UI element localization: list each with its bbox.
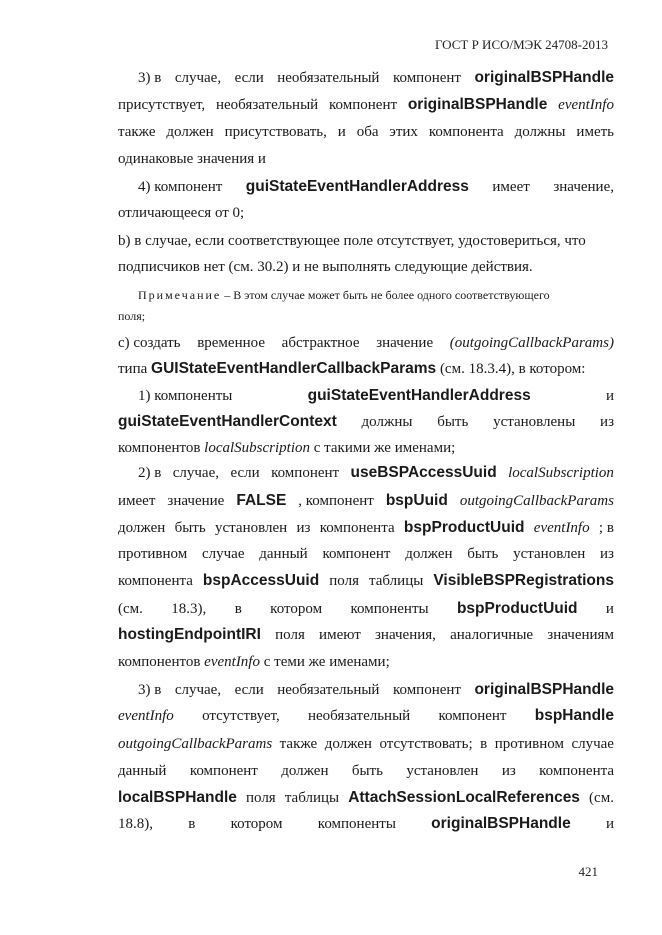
text-span: в (480, 736, 488, 752)
text-span: таблицы (369, 573, 424, 589)
component-name: bspProductUuid (456, 600, 578, 617)
variable-name: (outgoingCallbackParams) (449, 335, 614, 351)
text-line (118, 202, 614, 224)
text-span: данный (259, 546, 308, 562)
text-span: значение, (553, 179, 614, 195)
text-span: случае (571, 736, 614, 752)
text-span: (см. 18.3.4), в котором: (436, 361, 586, 377)
text-span: установлен (215, 520, 288, 536)
variable-name: localSubscription (204, 440, 310, 456)
text-span: присутствует, (118, 97, 206, 113)
text-span: поля; (118, 309, 146, 323)
component-name: bspHandle (534, 707, 614, 724)
text-span: и (337, 124, 346, 140)
component-name: originalBSPHandle (474, 681, 614, 698)
variable-name: outgoingCallbackParams (118, 736, 273, 752)
text-line (118, 543, 614, 565)
text-span: компонент (271, 465, 340, 481)
text-span: этих (389, 124, 418, 140)
text-line (118, 517, 614, 539)
text-span: компонентов (118, 440, 205, 456)
text-span: (см. (118, 601, 143, 617)
text-span: быть (351, 763, 383, 779)
text-line (118, 813, 614, 835)
text-span: и (605, 601, 614, 617)
text-span: случае, (174, 682, 222, 698)
text-line (118, 787, 614, 809)
text-line (118, 760, 614, 782)
text-span: компонент (392, 70, 461, 86)
text-line (118, 256, 614, 278)
text-span: и (605, 816, 614, 832)
page-number: 421 (578, 864, 598, 879)
text-span: быть (467, 546, 499, 562)
component-name: guiStateEventHandlerAddress (245, 178, 469, 195)
text-span: 2) в (138, 465, 162, 481)
text-span: присутствовать, (224, 124, 327, 140)
text-span: быть (174, 520, 206, 536)
text-span: необязательный (277, 682, 380, 698)
text-line (118, 121, 614, 143)
text-span: – В этом случае может быть не более одного соответствующего (221, 288, 550, 302)
text-line (118, 490, 614, 512)
text-line (118, 624, 614, 646)
text-span: отсутствует, (202, 708, 280, 724)
text-span: случае (201, 546, 245, 562)
text-span: компонент (322, 546, 391, 562)
text-span: с теми же именами; (259, 654, 390, 670)
text-span: одинаковые значения и (118, 151, 266, 167)
text-span: 1) компоненты (138, 388, 233, 404)
text-line (118, 570, 614, 592)
text-span: противном (494, 736, 564, 752)
text-span: компонента (428, 124, 504, 140)
text-span: котором (230, 816, 283, 832)
text-span: и (605, 388, 614, 404)
component-name: hostingEndpointIRI (118, 626, 261, 643)
text-span: быть (437, 414, 469, 430)
text-span: компонент (329, 97, 398, 113)
text-line (118, 437, 614, 459)
text-span: , компонент (298, 493, 374, 509)
text-line (118, 148, 614, 170)
text-span: b) в случае, если соответствующее поле отсутствует, удостовериться, что (118, 233, 586, 249)
text-span: из (600, 414, 614, 430)
text-line (138, 385, 614, 407)
text-line (118, 332, 614, 354)
text-line (138, 284, 614, 306)
text-span: оба (356, 124, 379, 140)
text-span: установлен (406, 763, 479, 779)
component-name: GUIStateEventHandlerCallbackParams (151, 360, 437, 377)
component-name: localBSPHandle (118, 789, 237, 806)
text-line (138, 67, 614, 89)
text-span: временное (197, 335, 265, 351)
document-header: ГОСТ Р ИСО/МЭК 24708-2013 (434, 37, 608, 52)
text-line (118, 305, 614, 327)
variable-name: localSubscription (508, 465, 614, 481)
text-span: если (234, 70, 264, 86)
text-line (118, 651, 614, 673)
text-line (118, 230, 614, 252)
text-span: если (230, 465, 260, 481)
component-name: originalBSPHandle (431, 815, 571, 832)
component-name: bspProductUuid (403, 519, 525, 536)
text-span: должны (514, 124, 566, 140)
text-line (118, 705, 614, 727)
text-span: также (118, 124, 156, 140)
text-span: из (600, 546, 614, 562)
text-span: c) создать (118, 335, 181, 351)
text-span: в (234, 601, 242, 617)
text-span: имеют (319, 627, 361, 643)
text-line (118, 94, 614, 116)
text-span: компонента (319, 520, 395, 536)
text-span: аналогичные (450, 627, 534, 643)
text-span: из (501, 763, 516, 779)
text-span: (см. (589, 790, 614, 806)
text-span: необязательный (277, 70, 380, 86)
text-line (138, 462, 614, 484)
note-label: Примечание (138, 288, 222, 302)
text-span: имеет (118, 493, 156, 509)
text-span: 3) в (138, 682, 162, 698)
text-line (118, 733, 614, 755)
component-name: bspUuid (385, 492, 448, 509)
text-span: 18.3), (171, 601, 207, 617)
text-span: должен (118, 520, 166, 536)
text-span: отличающееся от 0; (118, 205, 245, 221)
text-span: необязательный (307, 708, 411, 724)
text-span: абстрактное (281, 335, 360, 351)
variable-name: eventInfo (204, 654, 260, 670)
text-line (118, 358, 614, 380)
text-span: значение (376, 335, 434, 351)
text-span: необязательный (215, 97, 319, 113)
text-span: данный (118, 763, 167, 779)
text-span: установлен (513, 546, 586, 562)
component-name: guiStateEventHandlerAddress (307, 387, 531, 404)
component-name: guiStateEventHandlerContext (118, 413, 337, 430)
text-span: компонентов (118, 654, 205, 670)
text-span: случае, (172, 465, 220, 481)
text-span: должен (281, 763, 329, 779)
text-span: должен (405, 546, 453, 562)
component-name: originalBSPHandle (474, 69, 614, 86)
component-name: FALSE (236, 492, 287, 509)
text-span: компонента (539, 763, 614, 779)
text-span: поля (329, 573, 359, 589)
component-name: AttachSessionLocalReferences (348, 789, 580, 806)
text-span: 3) в (138, 70, 162, 86)
text-span: 18.8), (118, 816, 153, 832)
text-span: имеет (492, 179, 530, 195)
text-span: случае, (174, 70, 222, 86)
text-span: ; в (598, 520, 614, 536)
text-line (138, 679, 614, 701)
text-span: типа (118, 361, 152, 377)
text-span: подписчиков нет (см. 30.2) и не выполнять следующие действия. (118, 259, 533, 275)
text-span: компоненты (350, 601, 429, 617)
text-span: должен (324, 736, 372, 752)
text-span: поля (275, 627, 305, 643)
text-line (118, 411, 614, 433)
text-span: если (234, 682, 264, 698)
text-span: значения, (375, 627, 436, 643)
text-span: значение (167, 493, 225, 509)
text-span: компонент (189, 763, 258, 779)
text-span: компонента (118, 573, 193, 589)
variable-name: eventInfo (118, 708, 174, 724)
text-span: таблицы (284, 790, 340, 806)
text-span: отсутствовать; (379, 736, 473, 752)
text-span: с такими же именами; (310, 440, 456, 456)
text-span: должен (166, 124, 214, 140)
text-span: из (296, 520, 311, 536)
text-span: 4) компонент (138, 179, 223, 195)
text-span: также (279, 736, 318, 752)
text-line (118, 598, 614, 620)
component-name: VisibleBSPRegistrations (433, 572, 614, 589)
component-name: bspAccessUuid (202, 572, 320, 589)
text-line (138, 176, 614, 198)
text-span: компоненты (317, 816, 396, 832)
variable-name: outgoingCallbackParams (459, 493, 614, 509)
text-span: иметь (576, 124, 614, 140)
text-span: значениям (547, 627, 614, 643)
text-span: в (188, 816, 196, 832)
text-span: установлены (493, 414, 576, 430)
text-span: должны (361, 414, 413, 430)
text-span: компонент (392, 682, 461, 698)
text-span: противном (118, 546, 188, 562)
text-span: компонент (438, 708, 507, 724)
variable-name: eventInfo (533, 520, 590, 536)
component-name: useBSPAccessUuid (350, 464, 497, 481)
variable-name: eventInfo (558, 97, 614, 113)
text-span: котором (270, 601, 323, 617)
text-span: поля (245, 790, 276, 806)
component-name: originalBSPHandle (407, 96, 548, 113)
